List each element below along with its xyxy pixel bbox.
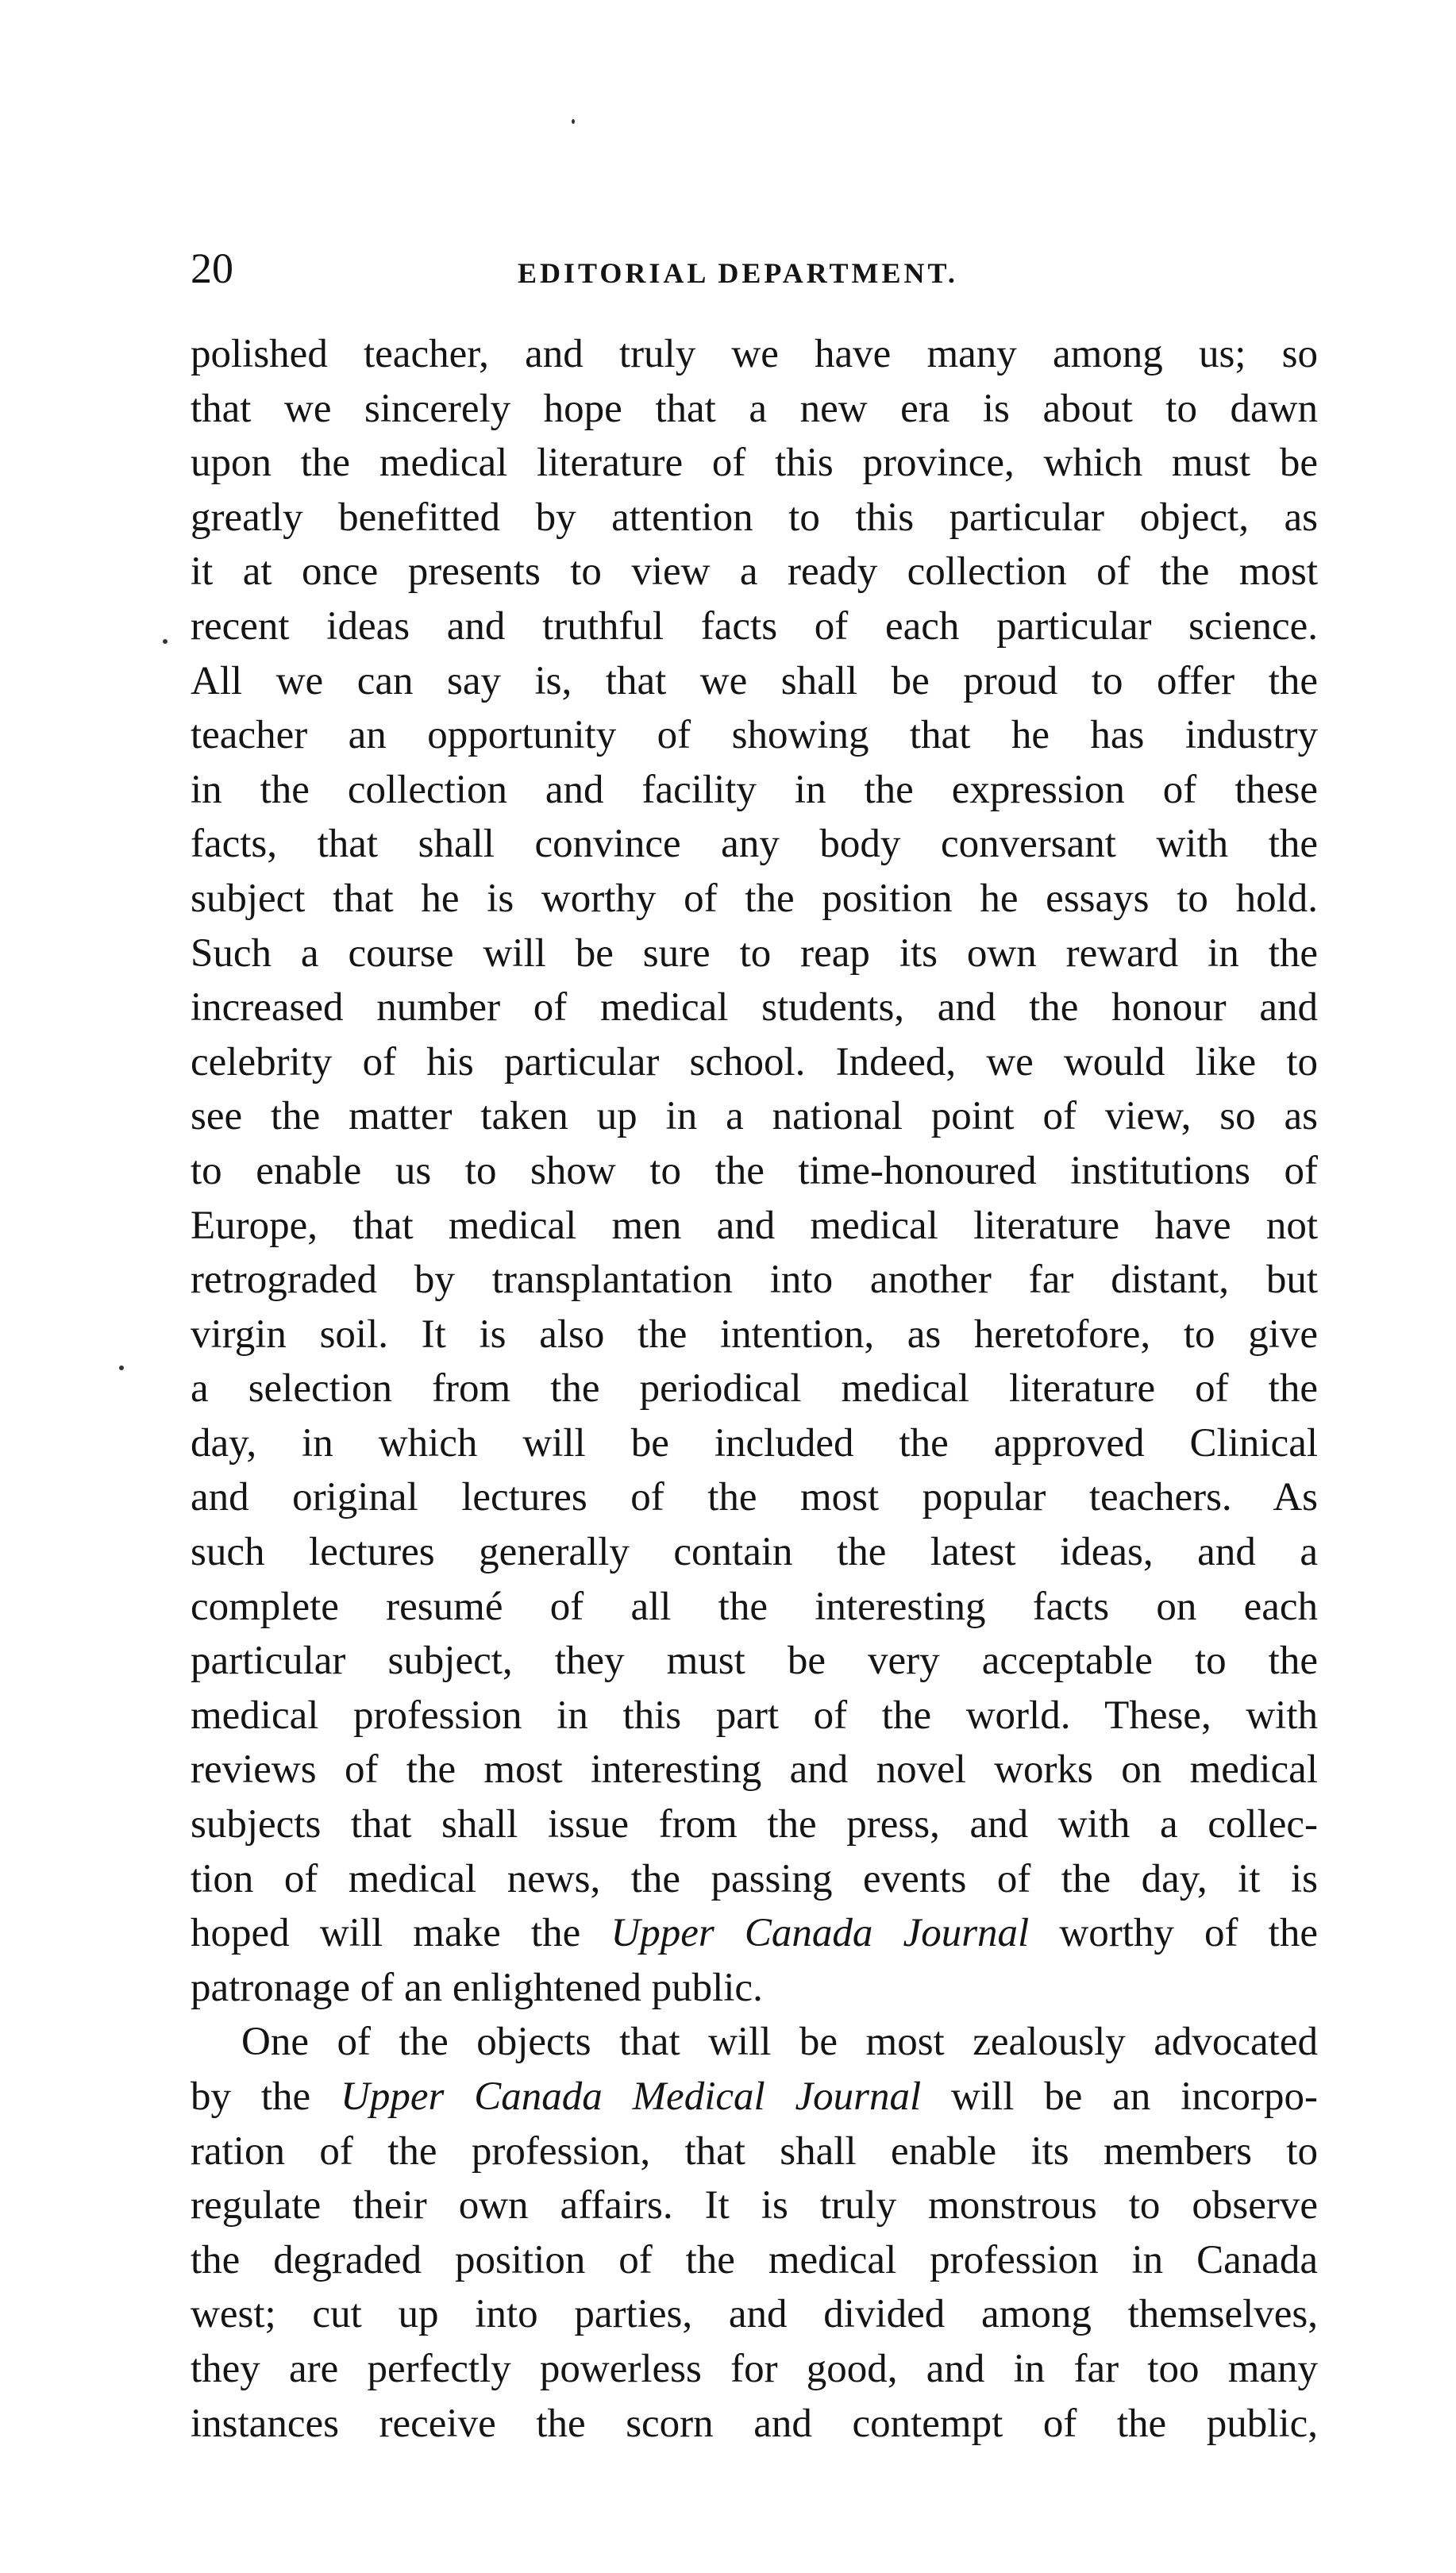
scan-speck [119,1365,124,1370]
journal-title-italic: Upper Canada Medical Journal [341,2074,922,2119]
text-line: west; cut up into parties, and divided among themselves, [191,2292,1318,2337]
text-line: instances receive the scorn and contempt of the public, [191,2401,1318,2446]
text-line [191,2015,1318,2070]
text-line: in the collection and facility in the expression of these [191,767,1318,812]
text-run: will be an incorpo- [921,2074,1319,2119]
text-run: hoped will make the [191,1911,611,1956]
scan-speck [572,119,575,124]
page-number: 20 [191,245,233,292]
text-line: subject that he is worthy of the position he essays to hold. [191,876,1318,921]
text-line: a selection from the periodical medical literature of the [191,1366,1318,1412]
text-line: teacher an opportunity of showing that he has industry [191,713,1318,758]
body-text [191,327,1318,2451]
text-line: they are perfectly powerless for good, and in far too many [191,2346,1318,2391]
text-line: upon the medical literature of this province, which must be [191,441,1318,486]
text-line: Europe, that medical men and medical literature have not [191,1203,1318,1248]
text-line: greatly benefitted by attention to this particular object, as [191,495,1318,540]
text-line: complete resumé of all the interesting facts on each [191,1584,1318,1629]
text-line: tion of medical news, the passing events of the day, it is [191,1856,1318,1901]
text-line: that we sincerely hope that a new era is about to dawn [191,386,1318,431]
text-line [191,1906,1318,1961]
paragraph-1 [191,327,1318,2015]
scan-speck [163,639,168,644]
text-line: reviews of the most interesting and novel works on medical [191,1747,1318,1793]
text-line: and original lectures of the most popular teachers. As [191,1475,1318,1520]
text-line: polished teacher, and truly we have many among us; so [191,332,1318,376]
text-run: by the [191,2074,341,2119]
text-line: regulate their own affairs. It is truly monstrous to observe [191,2183,1318,2228]
text-line: ration of the profession, that shall enable its members to [191,2128,1318,2174]
text-line: medical profession in this part of the world. These, with [191,1693,1318,1738]
text-line: increased number of medical students, and the honour and [191,985,1318,1030]
text-line [191,2070,1318,2124]
text-line: day, in which will be included the approved Clinical [191,1420,1318,1466]
text-line: celebrity of his particular school. Indeed, we would like to [191,1039,1318,1084]
text-run: worthy of the [1029,1911,1318,1956]
text-line: particular subject, they must be very acceptable to the [191,1639,1318,1684]
text-line: Such a course will be sure to reap its own reward in the [191,930,1318,976]
text-line: subjects that shall issue from the press, and with a collec- [191,1802,1318,1847]
text-line: recent ideas and truthful facts of each particular science. [191,603,1318,649]
text-line: see the matter taken up in a national point of view, so as [191,1094,1318,1139]
paragraph-2 [191,2015,1318,2451]
text-line: facts, that shall convince any body conversant with the [191,822,1318,867]
text-line: to enable us to show to the time-honoured institutions of [191,1148,1318,1193]
running-head: EDITORIAL DEPARTMENT. [518,257,958,289]
text-line: retrograded by transplantation into another far distant, but [191,1258,1318,1303]
text-run: One of the objects that will be most zealously advocated [241,2020,1318,2065]
text-line: the degraded position of the medical profession in Canada [191,2237,1318,2282]
journal-title-italic: Upper Canada Journal [611,1911,1030,1956]
text-line: All we can say is, that we shall be proud to offer the [191,658,1318,703]
text-line: patronage of an enlightened public. [191,1965,763,2010]
text-line: such lectures generally contain the latest ideas, and a [191,1530,1318,1575]
text-line: it at once presents to view a ready collection of the most [191,549,1318,595]
text-line: virgin soil. It is also the intention, as heretofore, to give [191,1312,1318,1357]
page-header [191,237,1326,300]
